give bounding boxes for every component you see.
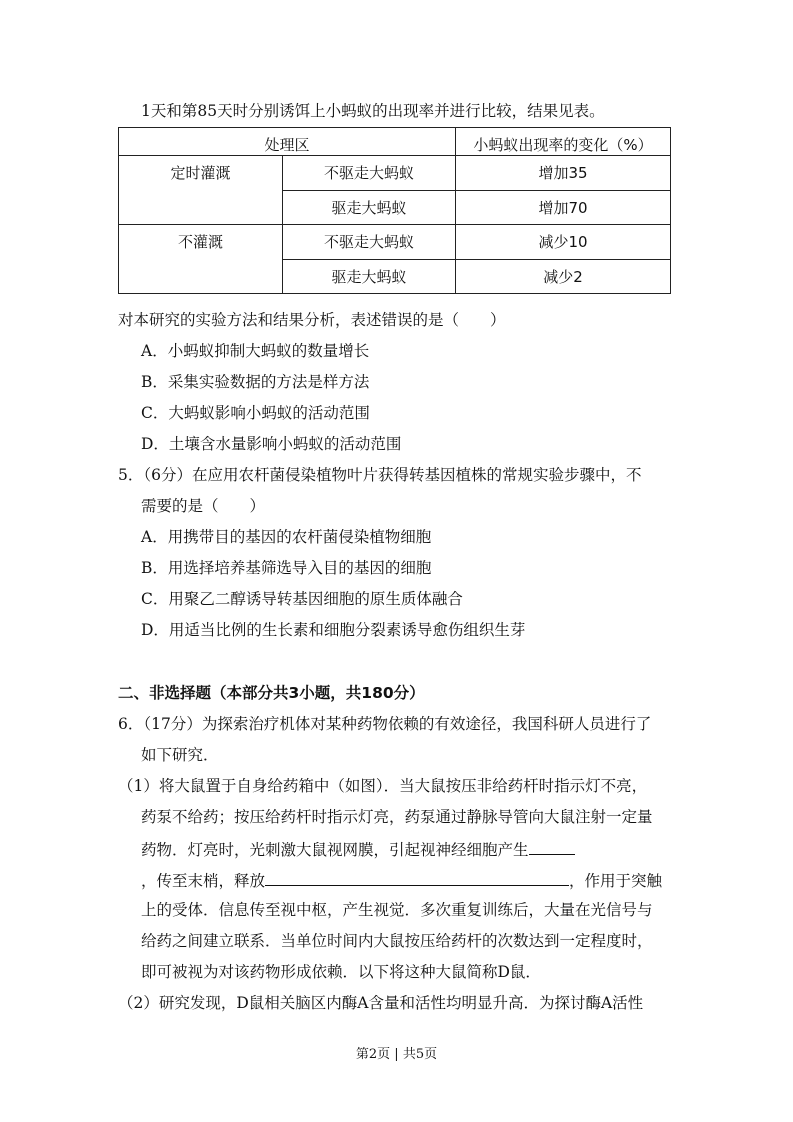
table-group-not-irrigated: 不灌溉: [119, 225, 283, 294]
q6-part1-line3-text: 药物．灯亮时，光刺激大鼠视网膜，引起视神经细胞产生: [141, 841, 529, 859]
q6-stem-line1: 6．（17分）为探索治疗机体对某种药物依赖的有效途径，我国科研人员进行了: [118, 715, 652, 733]
q4-stem: 对本研究的实验方法和结果分析，表述错误的是（ ）: [118, 311, 506, 329]
q6-part1-line7: 即可被视为对该药物形成依赖．以下将这种大鼠简称D鼠．: [141, 963, 541, 981]
results-table: [118, 127, 671, 294]
q5-stem-line2: 需要的是（ ）: [141, 497, 266, 515]
table-cell-treatment: 驱走大蚂蚁: [283, 259, 456, 294]
q6-part1-line5: 上的受体．信息传至视中枢，产生视觉．多次重复训练后，大量在光信号与: [141, 901, 653, 919]
q6-part1-line3: [141, 838, 575, 860]
table-header-change: 小蚂蚁出现率的变化（%）: [456, 128, 671, 156]
q6-part1-line2: 药泵不给药；按压给药杆时指示灯亮，药泵通过静脉导管向大鼠注射一定量: [141, 808, 653, 826]
table-cell-treatment: 驱走大蚂蚁: [283, 190, 456, 225]
intro-line: 1天和第85天时分别诱饵上小蚂蚁的出现率并进行比较，结果见表。: [141, 102, 605, 120]
q4-option-a: A．小蚂蚁抑制大蚂蚁的数量增长: [141, 342, 370, 360]
q5-option-a: A．用携带目的基因的农杆菌侵染植物细胞: [141, 528, 432, 546]
q5-option-c: C．用聚乙二醇诱导转基因细胞的原生质体融合: [141, 590, 463, 608]
table-group-irrigated: 定时灌溉: [119, 156, 283, 225]
table-header-treatment: 处理区: [119, 128, 456, 156]
q5-option-b: B．用选择培养基筛选导入目的基因的细胞: [141, 559, 432, 577]
table-cell-treatment: 不驱走大蚂蚁: [283, 225, 456, 260]
table-cell-value: 减少2: [456, 259, 671, 294]
q6-stem-line2: 如下研究．: [141, 746, 219, 764]
table-cell-value: 增加35: [456, 156, 671, 191]
q4-option-c: C．大蚂蚁影响小蚂蚁的活动范围: [141, 404, 370, 422]
q5-stem-line1: 5．（6分）在应用农杆菌侵染植物叶片获得转基因植株的常规实验步骤中，不: [118, 466, 642, 484]
q6-part1-line6: 给药之间建立联系．当单位时间内大鼠按压给药杆的次数达到一定程度时，: [141, 932, 653, 950]
section-heading: 二、非选择题（本部分共3小题，共180分）: [118, 684, 425, 702]
q4-option-d: D．土壤含水量影响小蚂蚁的活动范围: [141, 435, 402, 453]
q5-option-d: D．用适当比例的生长素和细胞分裂素诱导愈伤组织生芽: [141, 621, 526, 639]
q6-part1-line4: [141, 869, 662, 891]
q4-option-b: B．采集实验数据的方法是样方法: [141, 373, 370, 391]
table-cell-treatment: 不驱走大蚂蚁: [283, 156, 456, 191]
table-cell-value: 减少10: [456, 225, 671, 260]
q6-part1-line4-text-b: ，作用于突触: [569, 872, 663, 890]
table-cell-value: 增加70: [456, 190, 671, 225]
answer-blank[interactable]: [265, 869, 569, 886]
page-footer: 第2页 | 共5页: [355, 1047, 438, 1062]
q6-part1-line1: （1）将大鼠置于自身给药箱中（如图）．当大鼠按压非给药杆时指示灯不亮，: [118, 777, 648, 795]
answer-blank[interactable]: [529, 838, 575, 855]
q6-part1-line4-text-a: ，传至末梢，释放: [141, 872, 266, 890]
q6-part2-line1: （2）研究发现，D鼠相关脑区内酶A含量和活性均明显升高．为探讨酶A活性: [118, 994, 644, 1012]
